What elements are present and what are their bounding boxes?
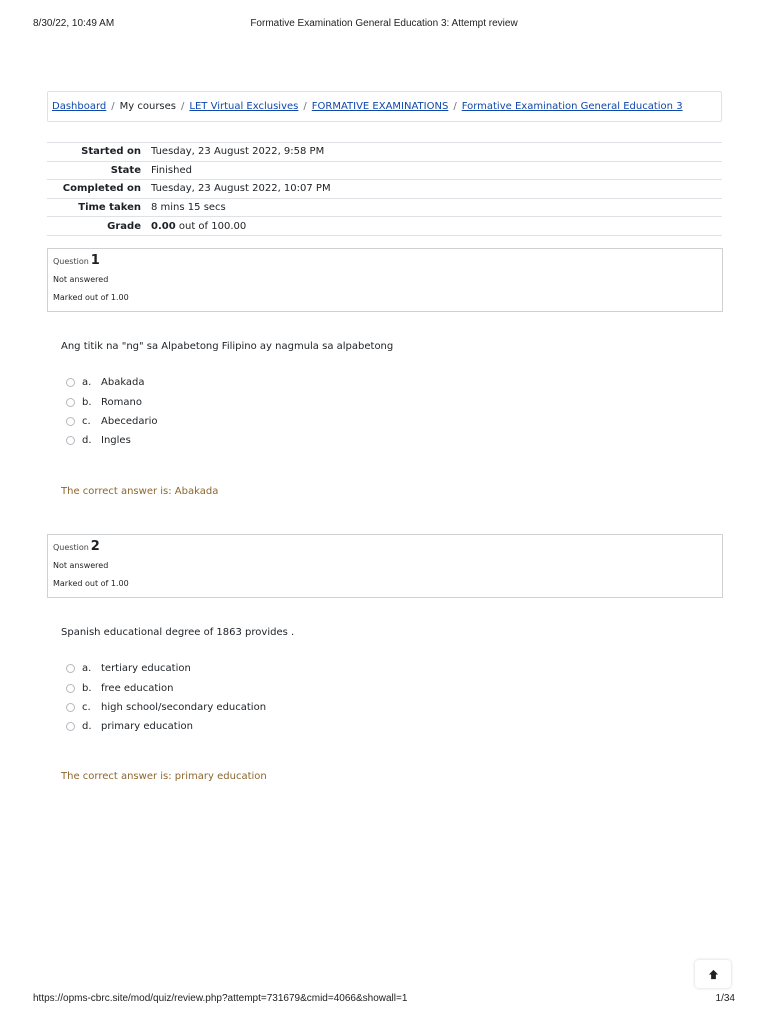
- question-status: Not answered: [53, 275, 109, 284]
- breadcrumb-quiz[interactable]: Formative Examination General Education 3: [461, 101, 683, 112]
- option-letter: b.: [82, 682, 92, 694]
- breadcrumb-separator: /: [111, 101, 115, 112]
- question-info-box: [47, 534, 723, 598]
- grade-score: 0.00: [151, 220, 176, 232]
- summary-value: 8 mins 15 secs: [151, 202, 226, 214]
- breadcrumb-dashboard[interactable]: Dashboard: [52, 101, 107, 112]
- summary-label: State: [110, 164, 141, 176]
- print-header: [33, 18, 735, 32]
- radio-button[interactable]: [66, 684, 75, 693]
- summary-label: Started on: [81, 146, 141, 158]
- option-text: primary education: [101, 721, 193, 733]
- answer-option[interactable]: [66, 412, 157, 431]
- option-text: high school/secondary education: [101, 701, 267, 713]
- print-footer: [33, 993, 735, 1007]
- print-page-title: Formative Examination General Education 3: Attempt review: [250, 18, 518, 29]
- option-letter: d.: [82, 721, 92, 733]
- answer-option[interactable]: [66, 431, 157, 450]
- question-status: Not answered: [53, 561, 109, 570]
- summary-label: Completed on: [62, 183, 141, 195]
- option-letter: c.: [82, 415, 91, 427]
- question-info-box: [47, 248, 723, 312]
- radio-button[interactable]: [66, 378, 75, 387]
- back-to-top-button[interactable]: [695, 960, 731, 988]
- option-text: Abecedario: [101, 415, 158, 427]
- answer-option[interactable]: [66, 678, 266, 697]
- radio-button[interactable]: [66, 703, 75, 712]
- radio-button[interactable]: [66, 722, 75, 731]
- option-text: Abakada: [101, 377, 145, 389]
- option-letter: d.: [82, 435, 92, 447]
- correct-answer-feedback: The correct answer is: primary education: [61, 771, 267, 782]
- summary-label: Grade: [107, 220, 141, 232]
- summary-row-state: [47, 161, 722, 180]
- summary-row-time-taken: [47, 198, 722, 217]
- radio-button[interactable]: [66, 664, 75, 673]
- summary-value: Finished: [151, 164, 192, 176]
- summary-value: [151, 217, 722, 236]
- print-url: https://opms-cbrc.site/mod/quiz/review.php?attempt=731679&cmid=4066&showall=1: [33, 993, 408, 1004]
- breadcrumb-formative-examinations[interactable]: FORMATIVE EXAMINATIONS: [311, 101, 449, 112]
- summary-value: Tuesday, 23 August 2022, 9:58 PM: [151, 146, 325, 158]
- question-text: Ang titik na "ng" sa Alpabetong Filipino ay nagmula sa alpabetong: [61, 341, 394, 352]
- summary-value: Tuesday, 23 August 2022, 10:07 PM: [151, 183, 331, 195]
- radio-button[interactable]: [66, 417, 75, 426]
- summary-row-started-on: [47, 143, 722, 162]
- breadcrumb-separator: /: [453, 101, 457, 112]
- arrow-up-icon: [708, 969, 719, 980]
- grade-out-of: out of 100.00: [175, 220, 247, 232]
- summary-label: Time taken: [78, 202, 141, 214]
- question-marks: Marked out of 1.00: [53, 293, 129, 302]
- answer-option[interactable]: [66, 392, 157, 411]
- question-text: Spanish educational degree of 1863 provides .: [61, 627, 295, 638]
- option-text: Ingles: [101, 435, 131, 447]
- attempt-summary-table: [47, 142, 722, 236]
- breadcrumb-my-courses: My courses: [119, 101, 177, 112]
- answer-option[interactable]: [66, 717, 266, 736]
- question-label: Question: [53, 257, 89, 266]
- summary-row-completed-on: [47, 180, 722, 199]
- answer-option[interactable]: [66, 373, 157, 392]
- answer-option[interactable]: [66, 659, 266, 678]
- radio-button[interactable]: [66, 398, 75, 407]
- option-letter: a.: [82, 663, 92, 675]
- correct-answer-feedback: The correct answer is: Abakada: [61, 486, 219, 497]
- option-letter: b.: [82, 396, 92, 408]
- breadcrumb-let-virtual-exclusives[interactable]: LET Virtual Exclusives: [189, 101, 299, 112]
- question-marks: Marked out of 1.00: [53, 579, 129, 588]
- print-page-number: 1/34: [715, 993, 735, 1004]
- breadcrumb-separator: /: [181, 101, 185, 112]
- print-datetime: 8/30/22, 10:49 AM: [33, 18, 115, 29]
- option-letter: a.: [82, 377, 92, 389]
- answer-options: [66, 659, 266, 737]
- option-text: tertiary education: [101, 663, 191, 675]
- option-text: free education: [101, 682, 174, 694]
- breadcrumb: [47, 91, 722, 122]
- answer-options: [66, 373, 157, 451]
- answer-option[interactable]: [66, 698, 266, 717]
- radio-button[interactable]: [66, 436, 75, 445]
- breadcrumb-separator: /: [303, 101, 307, 112]
- option-letter: c.: [82, 701, 91, 713]
- question-number: 1: [90, 253, 100, 268]
- question-label: Question: [53, 543, 89, 552]
- option-text: Romano: [101, 396, 142, 408]
- question-number: 2: [90, 539, 100, 554]
- summary-row-grade: [47, 217, 722, 236]
